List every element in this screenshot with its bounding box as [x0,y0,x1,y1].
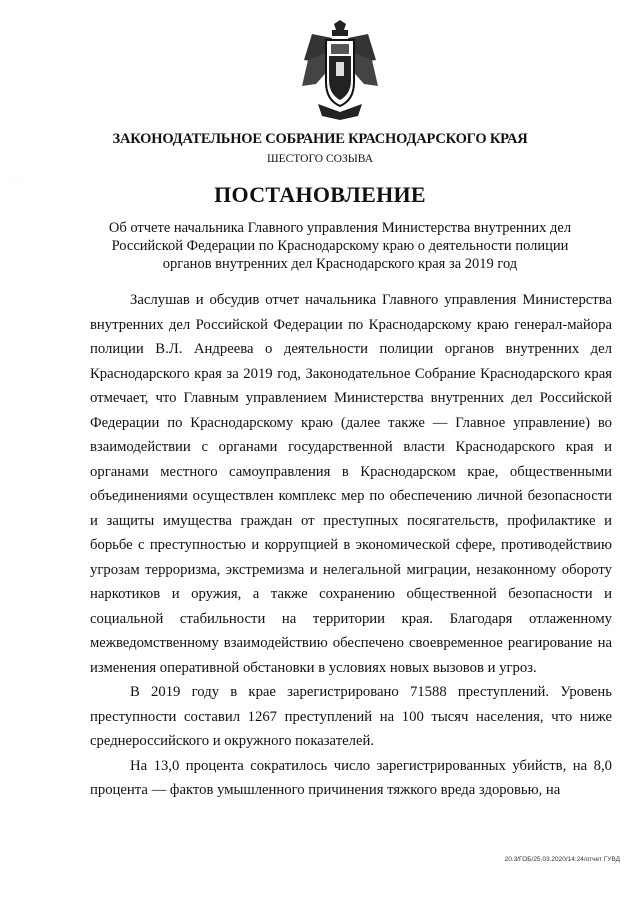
body-paragraph: На 13,0 процента сократилось число зарегистрированных убийств, на 8,0 процента — фактов умышленного причинения тяжкого вреда здоровью, на [90,757,612,798]
body-paragraph: В 2019 году в крае зарегистрировано 71588 преступлений. Уровень преступности составил 1267 преступлений на 100 тысяч населения, что ниже среднероссийского и окружного показателей. [90,684,612,749]
krasnodar-coat-of-arms-icon [298,20,382,122]
scan-specks: · · [12,178,18,184]
organization-name: ЗАКОНОДАТЕЛЬНОЕ СОБРАНИЕ КРАСНОДАРСКОГО КРАЯ [112,131,528,147]
convocation-label: ШЕСТОГО СОЗЫВА [266,153,374,165]
body-paragraph: Заслушав и обсудив отчет начальника Главного управления Министерства внутренних дел Российской Федерации по Краснодарскому краю генерал-майора полиции В.Л. Андреева о деятельности полиции органов внутренних дел Краснодарского края за 2019 год, Законодательное Собрание Краснодарского края отмечает, что Главным управлением Министерства внутренних дел Российской Федерации по Краснодарскому краю (далее также — Главное управление) во взаимодействии с органами государственной власти Краснодарского края и органами местного самоуправления в Краснодарском крае, общественными объединениями осуществлен комплекс мер по обеспечению личной безопасности и защиты имущества граждан от преступных посягательств, профилактике и борьбе с преступностью и коррупцией в экономической сфере, противодействию угрозам терроризма, экстремизма и нелегальной миграции, незаконному обороту наркотиков и оружия, а также сохранению общественной безопасности и социальной стабильности на территории края. Благодаря отлаженному межведомственному взаимодействию обеспечено своевременное реагирование на изменения оперативной обстановки в условиях новых вызовов и угроз. [90,292,612,676]
document-subject: Об отчете начальника Главного управления Министерства внутренних дел Российской Федерации по Краснодарскому краю о деятельности полиции органов внутренних дел Краснодарского края за 2019 год [108,220,572,272]
footer-reference: 20.3/ГОБ/25.03.2020/14:24/отчет ГУВД [504,856,620,863]
document-type-title: ПОСТАНОВЛЕНИЕ [214,182,426,207]
document-body [90,288,612,803]
